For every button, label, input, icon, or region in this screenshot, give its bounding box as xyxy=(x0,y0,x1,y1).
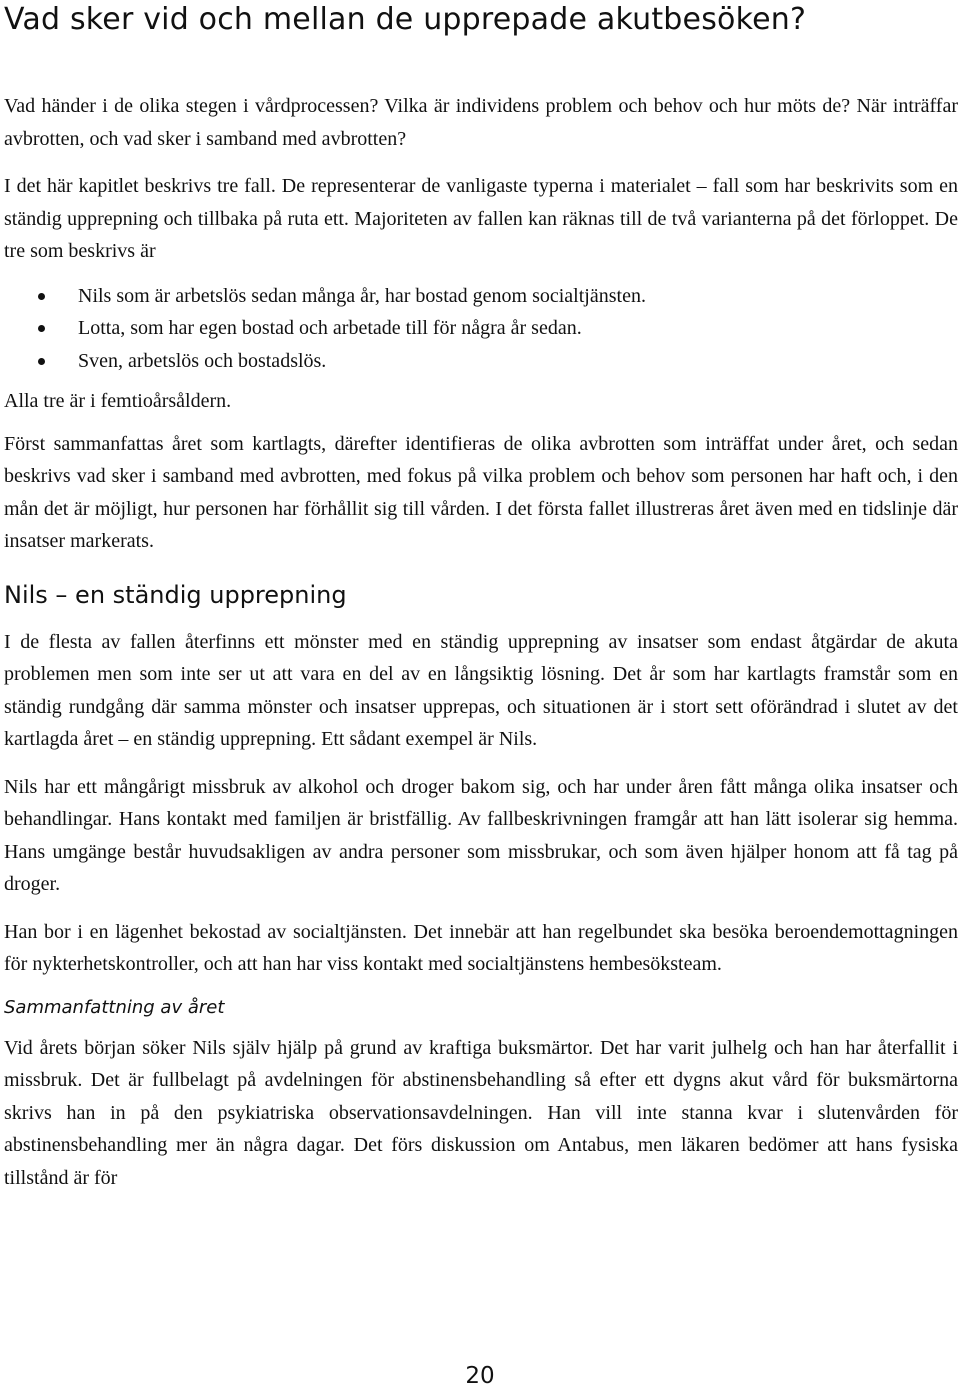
section-paragraph-1: I de flesta av fallen återfinns ett mönster med en ständig upprepning av insatser som endast åtgärdar de akuta problemen men som inte ser ut att vara en del av en långsiktig lösning. Det år som har kartlagts framstår som en ständig rundgång där samma mönster och insatser upprepas, och situationen är i stort sett oförändrad i slutet av det kartlagda året – en ständig upprepning. Ett sådant exempel är Nils. xyxy=(4,630,958,750)
list-item: Lotta, som har egen bostad och arbetade till för några år sedan. xyxy=(4,312,958,345)
case-list xyxy=(4,280,958,378)
intro-paragraph-2: I det här kapitlet beskrivs tre fall. De representerar de vanligaste typerna i materialet – fall som har beskrivits som en ständig upprepning och tillbaka på ruta ett. Majoriteten av fallen kan räknas till de två varianterna på det förloppet. De tre som beskrivs är xyxy=(4,175,958,262)
bullet-icon xyxy=(38,358,45,365)
page-title: Vad sker vid och mellan de upprepade akutbesöken? xyxy=(4,2,807,37)
subsection-paragraph-1: Vid årets början söker Nils själv hjälp på grund av kraftiga buksmärtor. Det har varit julhelg och han har återfallit i missbruk. Det är fullbelagt på avdelningen för abstinensbehandling så efter ett dygns akut vård för buksmärtorna skrivs han in på den psykiatriska observationsavdelningen. Han vill inte stanna kvar i slutenvården för abstinensbehandling mer än några dagar. Det förs diskussion om Antabus, men läkaren bedömer att hans fysiska tillstånd är för xyxy=(4,1036,958,1189)
subsection-heading: Sammanfattning av året xyxy=(4,996,225,1018)
section-paragraph-2: Nils har ett mångårigt missbruk av alkohol och droger bakom sig, och har under åren fått många olika insatser och behandlingar. Hans kontakt med familjen är bristfällig. Av fallbeskrivningen framgår att han lätt isolerar sig hemma. Hans umgänge består huvudsakligen av andra personer som missbrukar, och som även hjälper honom att få tag på droger. xyxy=(4,775,958,895)
intro-paragraph-1: Vad händer i de olika stegen i vårdprocessen? Vilka är individens problem och behov och hur möts de? När inträffar avbrotten, och vad sker i samband med avbrotten? xyxy=(4,95,958,150)
page-number: 20 xyxy=(465,1363,495,1389)
section-paragraph-3: Han bor i en lägenhet bekostad av socialtjänsten. Det innebär att han regelbundet ska besöka beroendemottagningen för nykterhetskontroller, och att han har viss kontakt med socialtjänstens hembesöksteam. xyxy=(4,920,958,975)
list-item: Nils som är arbetslös sedan många år, har bostad genom socialtjänsten. xyxy=(4,280,958,313)
intro-paragraph-4: Först sammanfattas året som kartlagts, därefter identifieras de olika avbrotten som inträffat under året, och sedan beskrivs vad sker i samband med avbrotten, med fokus på vilka problem och behov som personen har haft och, i den mån det är möjligt, hur personen har förhållit sig till vården. I det första fallet illustreras året även med en tidslinje där insatser markerats. xyxy=(4,432,958,552)
bullet-icon xyxy=(38,325,45,332)
section-heading: Nils – en ständig upprepning xyxy=(4,580,347,609)
body-text xyxy=(4,90,958,1209)
bullet-icon xyxy=(38,293,45,300)
intro-paragraph-3: Alla tre är i femtioårsåldern. xyxy=(4,390,232,412)
list-item: Sven, arbetslös och bostadslös. xyxy=(4,345,958,378)
